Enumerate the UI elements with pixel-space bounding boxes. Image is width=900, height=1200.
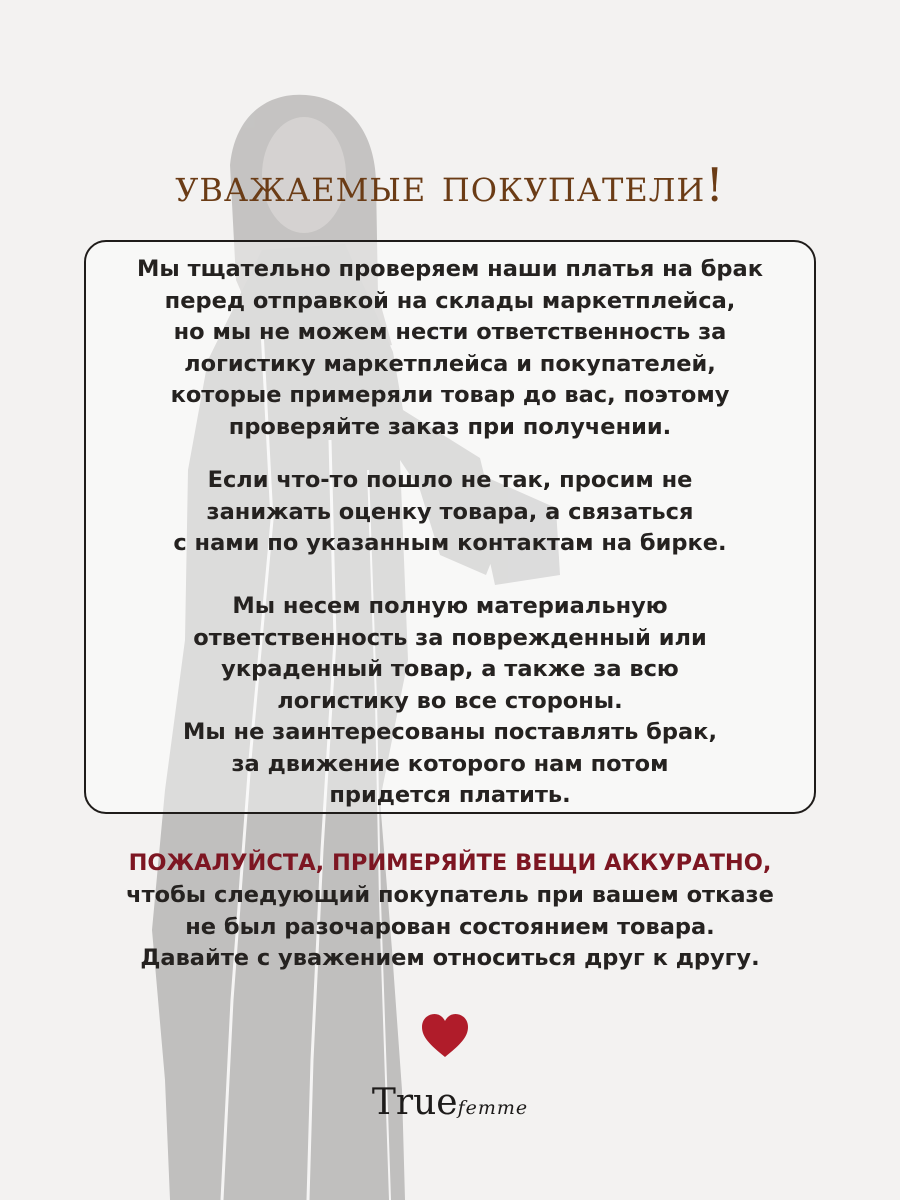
notice-paragraph-responsibility: Мы несем полную материальную ответственность за поврежденный или украденный товар, а также за всю логистику во все стороны. Мы не заинтересованы поставлять брак, за движение которого нам потом придется платить.	[182, 593, 718, 808]
brand-logo-sub: femme	[457, 1097, 529, 1119]
brand-logo	[0, 1082, 900, 1123]
fitting-alert: ПОЖАЛУЙСТА, ПРИМЕРЯЙТЕ ВЕЩИ АККУРАТНО,	[128, 850, 772, 876]
closing-text: чтобы следующий покупатель при вашем отказе не был разочарован состоянием товара. Давайте с уважением относиться друг к другу.	[126, 882, 774, 971]
page-title: уважаемые покупатели!	[175, 158, 725, 212]
brand-logo-main: True	[371, 1082, 458, 1123]
heart-icon	[420, 1013, 470, 1059]
notice-paragraph-contact: Если что-то пошло не так, просим не занижать оценку товара, а связаться с нами по указанным контактам на бирке.	[173, 467, 727, 556]
notice-paragraph-inspection: Мы тщательно проверяем наши платья на брак перед отправкой на склады маркетплейса, но мы не можем нести ответственность за логистику маркетплейса и покупателей, которые примеряли товар до вас, поэтому проверяйте заказ при получении.	[137, 256, 763, 440]
